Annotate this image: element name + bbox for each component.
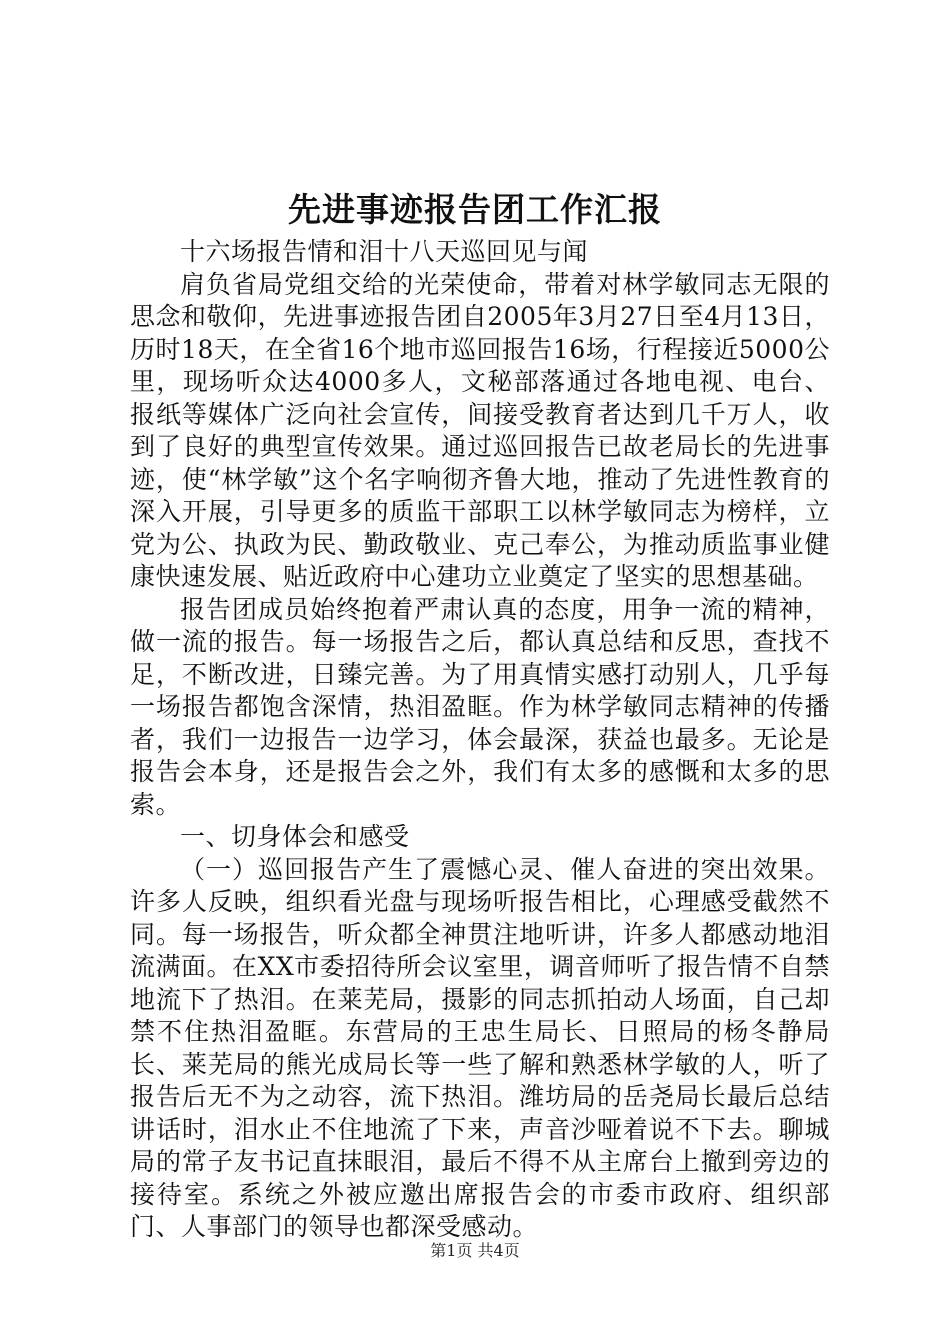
document-body: [130, 236, 830, 1244]
paragraph: 报告团成员始终抱着严肃认真的态度，用争一流的精神，做一流的报告。每一场报告之后，都认真总结和反思，查找不足，不断改进，日臻完善。为了用真情实感打动别人，几乎每一场报告都饱含深情，热泪盈眶。作为林学敏同志精神的传播者，我们一边报告一边学习，体会最深，获益也最多。无论是报告会本身，还是报告会之外，我们有太多的感慨和太多的思索。: [130, 594, 830, 819]
page-footer: 第1页 共4页: [430, 1241, 520, 1260]
paragraph: 肩负省局党组交给的光荣使命，带着对林学敏同志无限的思念和敬仰，先进事迹报告团自2005年3月27日至4月13日，历时18天，在全省16个地市巡回报告16场，行程接近5000公里，现场听众达4000多人，文秘部落通过各地电视、电台、报纸等媒体广泛向社会宣传，间接受教育者达到几千万人，收到了良好的典型宣传效果。通过巡回报告已故老局长的先进事迹，使“林学敏”这个名字响彻齐鲁大地，推动了先进性教育的深入开展，引导更多的质监干部职工以林学敏同志为榜样，立党为公、执政为民、勤政敬业、克己奉公，为推动质监事业健康快速发展、贴近政府中心建功立业奠定了坚实的思想基础。: [130, 269, 830, 591]
section-heading: 一、切身体会和感受: [180, 822, 410, 851]
subtitle-line: 十六场报告情和泪十八天巡回见与闻: [180, 237, 589, 266]
document-title: 先进事迹报告团工作汇报: [288, 190, 662, 229]
paragraph: （一）巡回报告产生了震憾心灵、催人奋进的突出效果。许多人反映，组织看光盘与现场听报告相比，心理感受截然不同。每一场报告，听众都全神贯注地听讲，许多人都感动地泪流满面。在XX市委招待所会议室里，调音师听了报告情不自禁地流下了热泪。在莱芜局，摄影的同志抓拍动人场面，自己却禁不住热泪盈眶。东营局的王忠生局长、日照局的杨冬静局长、莱芜局的熊光成局长等一些了解和熟悉林学敏的人，听了报告后无不为之动容，流下热泪。潍坊局的岳尧局长最后总结讲话时，泪水止不住地流了下来，声音沙哑着说不下去。聊城局的常子友书记直抹眼泪，最后不得不从主席台上撤到旁边的接待室。系统之外被应邀出席报告会的市委市政府、组织部门、人事部门的领导也都深受感动。: [130, 854, 830, 1241]
